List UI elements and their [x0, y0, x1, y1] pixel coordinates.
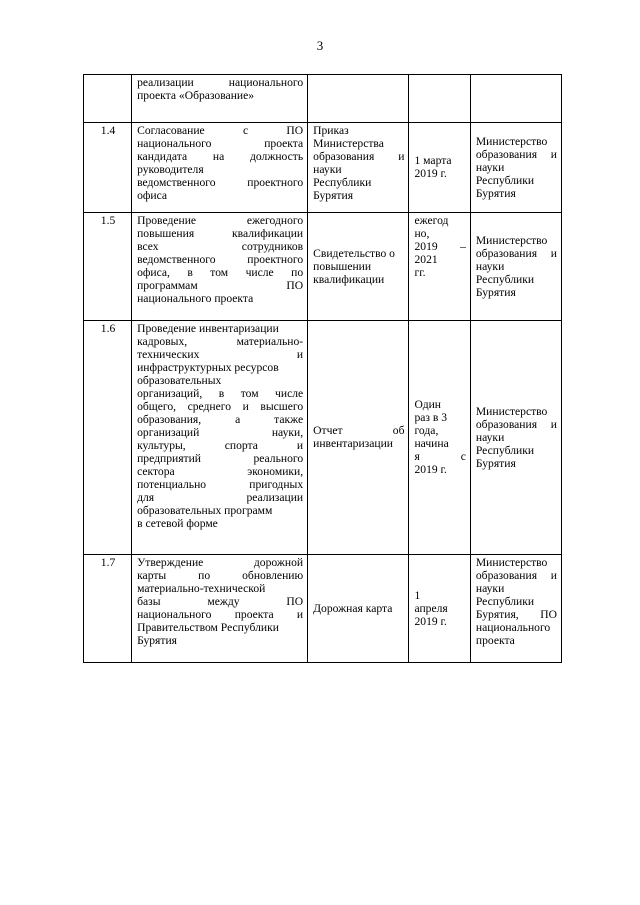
- resp-line: проекта: [475, 634, 515, 647]
- event-line: проекта «Образование»: [137, 89, 255, 102]
- doc-line: науки: [313, 163, 342, 176]
- doc-line: Отчет об: [313, 424, 405, 437]
- event-line: инфраструктурных ресурсов: [137, 361, 279, 374]
- event-line: офиса, в том числе по: [137, 266, 304, 279]
- resp-line: науки: [475, 160, 505, 174]
- event-line: для реализации: [137, 491, 304, 504]
- event-cell: [132, 555, 308, 663]
- document-cell: [308, 123, 409, 213]
- term-line: гг.: [414, 266, 426, 279]
- term-line: 2021: [414, 253, 438, 266]
- event-line: кандидата на должность: [137, 150, 304, 163]
- event-line: материально-технической: [137, 582, 266, 595]
- resp-line: Бурятия: [475, 285, 516, 299]
- event-cell: [132, 213, 308, 321]
- term-cell: [409, 213, 470, 321]
- page-number: 3: [316, 38, 324, 53]
- event-line: Утверждение дорожной: [137, 556, 304, 569]
- document-cell: [308, 555, 409, 663]
- event-line: в сетевой форме: [137, 517, 218, 530]
- event-line: Бурятия: [137, 634, 177, 647]
- doc-line: инвентаризации: [313, 437, 394, 450]
- resp-line: Бурятия, ПО: [475, 608, 557, 621]
- document-cell: [308, 321, 409, 555]
- term-line: 1 марта: [414, 154, 452, 167]
- event-line: Проведение ежегодного: [137, 214, 304, 227]
- resp-line: образования и: [475, 147, 557, 161]
- event-line: потенциально пригодных: [137, 478, 304, 491]
- event-line: общего, среднего и высшего: [137, 400, 304, 413]
- resp-line: науки: [475, 582, 505, 595]
- item-number: 1.5: [84, 213, 132, 321]
- doc-line: Республики: [313, 176, 372, 189]
- event-line: Правительством Республики: [137, 621, 279, 634]
- resp-line: науки: [475, 259, 505, 273]
- term-line: 2019 г.: [414, 167, 447, 180]
- item-number: 1.4: [84, 123, 132, 213]
- event-line: Согласование с ПО: [137, 124, 304, 137]
- term-cell: [409, 555, 470, 663]
- event-line: организаций науки,: [137, 426, 304, 439]
- responsible-cell: [470, 213, 561, 321]
- resp-line: Министерство: [475, 556, 548, 569]
- resp-line: науки: [475, 430, 505, 444]
- term-line: я с: [414, 450, 466, 463]
- term-line: 2019 –: [414, 240, 466, 253]
- event-line: национального проекта и: [137, 608, 304, 621]
- doc-line: Министерства: [313, 137, 384, 150]
- term-line: 2019 г.: [414, 463, 447, 476]
- resp-line: образования и: [475, 417, 557, 431]
- event-line: национального проекта: [137, 137, 304, 150]
- doc-line: Бурятия: [313, 189, 354, 202]
- event-line: культуры, спорта и: [137, 439, 304, 452]
- event-line: национального проекта: [137, 292, 254, 305]
- event-line: предприятий реального: [137, 452, 304, 465]
- event-line: программам ПО: [137, 279, 304, 292]
- doc-line: образования и: [313, 150, 405, 163]
- event-line: офиса: [137, 189, 168, 202]
- item-number: [84, 75, 132, 123]
- responsible-cell: [470, 321, 561, 555]
- term-line: 2019 г.: [414, 614, 447, 628]
- term-line: начина: [414, 437, 449, 450]
- table-row: [84, 123, 562, 213]
- resp-line: Республики: [475, 595, 535, 608]
- resp-line: Министерство: [475, 134, 548, 148]
- event-line: реализации национального: [137, 76, 304, 89]
- event-cell: [132, 123, 308, 213]
- event-line: Проведение инвентаризации: [137, 322, 279, 335]
- term-line: Один: [414, 398, 441, 411]
- doc-line: Приказ: [313, 124, 349, 137]
- doc-line: Свидетельство о: [313, 246, 395, 260]
- event-line: сектора экономики,: [137, 465, 304, 478]
- term-line: 1: [414, 588, 421, 602]
- event-line: карты по обновлению: [137, 569, 304, 582]
- event-line: руководителя: [137, 163, 204, 176]
- term-line: апреля: [414, 601, 448, 615]
- event-cell: [132, 321, 308, 555]
- term-line: но,: [414, 227, 430, 240]
- resp-line: Республики: [475, 443, 535, 457]
- doc-line: квалификации: [313, 272, 385, 286]
- event-line: кадровых, материально-: [137, 335, 304, 348]
- responsible-cell: [470, 123, 561, 213]
- term-cell: [409, 321, 470, 555]
- event-line: ведомственного проектного: [137, 176, 304, 189]
- document-cell: [308, 75, 409, 123]
- term-cell: [409, 123, 470, 213]
- term-line: раз в 3: [414, 411, 448, 424]
- event-cell: [132, 75, 308, 123]
- item-number: 1.7: [84, 555, 132, 663]
- item-number: 1.6: [84, 321, 132, 555]
- resp-line: Министерство: [475, 404, 548, 418]
- resp-line: образования и: [475, 246, 557, 260]
- resp-line: Министерство: [475, 233, 548, 247]
- event-line: технических и: [137, 348, 304, 361]
- resp-line: Республики: [475, 173, 535, 187]
- resp-line: Республики: [475, 272, 535, 286]
- event-line: образовательных: [137, 374, 222, 387]
- table-row: [84, 213, 562, 321]
- plan-table-body: [84, 75, 562, 663]
- event-line: повышения квалификации: [137, 227, 304, 240]
- table-row: [84, 321, 562, 555]
- document-cell: [308, 213, 409, 321]
- doc-line: повышении: [313, 259, 372, 273]
- responsible-cell: [470, 555, 561, 663]
- event-line: ведомственного проектного: [137, 253, 304, 266]
- event-line: организаций, в том числе: [137, 387, 304, 400]
- resp-line: национального: [475, 621, 551, 634]
- term-line: ежегод: [414, 214, 449, 227]
- responsible-cell: [470, 75, 561, 123]
- plan-table: [83, 74, 562, 663]
- table-row: [84, 555, 562, 663]
- term-line: года,: [414, 424, 439, 437]
- resp-line: Бурятия: [475, 186, 516, 200]
- event-line: всех сотрудников: [137, 240, 304, 253]
- resp-line: Бурятия: [475, 456, 516, 470]
- table-row: [84, 75, 562, 123]
- event-line: базы между ПО: [137, 595, 304, 608]
- term-cell: [409, 75, 470, 123]
- event-line: образования, а также: [137, 413, 304, 426]
- doc-line: Дорожная карта: [313, 601, 393, 615]
- event-line: образовательных программ: [137, 504, 273, 517]
- resp-line: образования и: [475, 569, 557, 582]
